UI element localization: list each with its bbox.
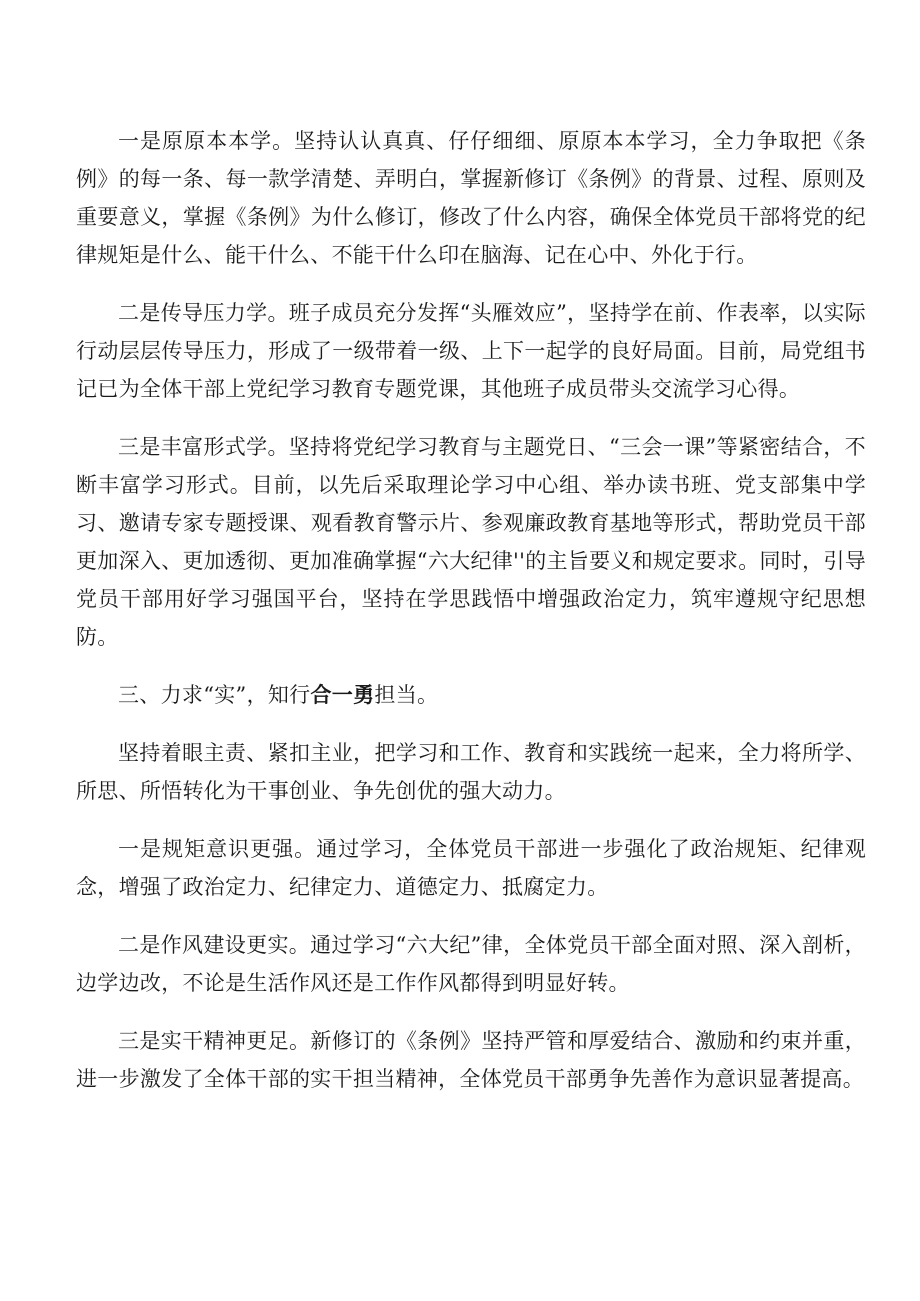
- paragraph-rules-awareness: 一是规矩意识更强。通过学习，全体党员干部进一步强化了政治规矩、纪律观念，增强了政治定力、纪律定力、道德定力、抵腐定力。: [76, 837, 866, 899]
- heading-prefix: 三、力求“实”，知行: [118, 683, 311, 707]
- paragraph-practical-spirit: 三是实干精神更足。新修订的《条例》坚持严管和厚爱结合、激励和约束并重，进一步激发了全体干部的实干担当精神，全体党员干部勇争先善作为意识显著提高。: [76, 1029, 866, 1091]
- paragraph-pressure-study: 二是传导压力学。班子成员充分发挥“头雁效应”，坚持学在前、作表率，以实际行动层层传导压力，形成了一级带着一级、上下一起学的良好局面。目前，局党组书记已为全体干部上党纪学习教育专题党课，其他班子成员带头交流学习心得。: [76, 301, 866, 401]
- paragraph-study-original: 一是原原本本学。坚持认认真真、仔仔细细、原原本本学习，全力争取把《条例》的每一条、每一款学清楚、弄明白，掌握新修订《条例》的背景、过程、原则及重要意义，掌握《条例》为什么修订，修改了什么内容，确保全体党员干部将党的纪律规矩是什么、能干什么、不能干什么印在脑海、记在心中、外化于行。: [76, 129, 866, 267]
- section-heading: [76, 676, 866, 714]
- paragraph-intro: 坚持着眼主责、紧扣主业，把学习和工作、教育和实践统一起来，全力将所学、所思、所悟转化为干事创业、争先创优的强大动力。: [76, 741, 866, 803]
- heading-suffix: 担当。: [374, 683, 439, 707]
- paragraph-form-study: 三是丰富形式学。坚持将党纪学习教育与主题党日、“三会一课”等紧密结合，不断丰富学习形式。目前，以先后采取理论学习中心组、举办读书班、党支部集中学习、邀请专家专题授课、观看教育警示片、参观廉政教育基地等形式，帮助党员干部更加深入、更加透彻、更加准确掌握“六大纪律''的主旨要义和规定要求。同时，引导党员干部用好学习强国平台，坚持在学思践悟中增强政治定力，筑牢遵规守纪思想防。: [76, 435, 866, 649]
- heading-bold: 合一勇: [310, 683, 375, 707]
- paragraph-work-style: 二是作风建设更实。通过学习“六大纪”律，全体党员干部全面对照、深入剖析，边学边改，不论是生活作风还是工作作风都得到明显好转。: [76, 933, 866, 995]
- document-body: [76, 122, 866, 1118]
